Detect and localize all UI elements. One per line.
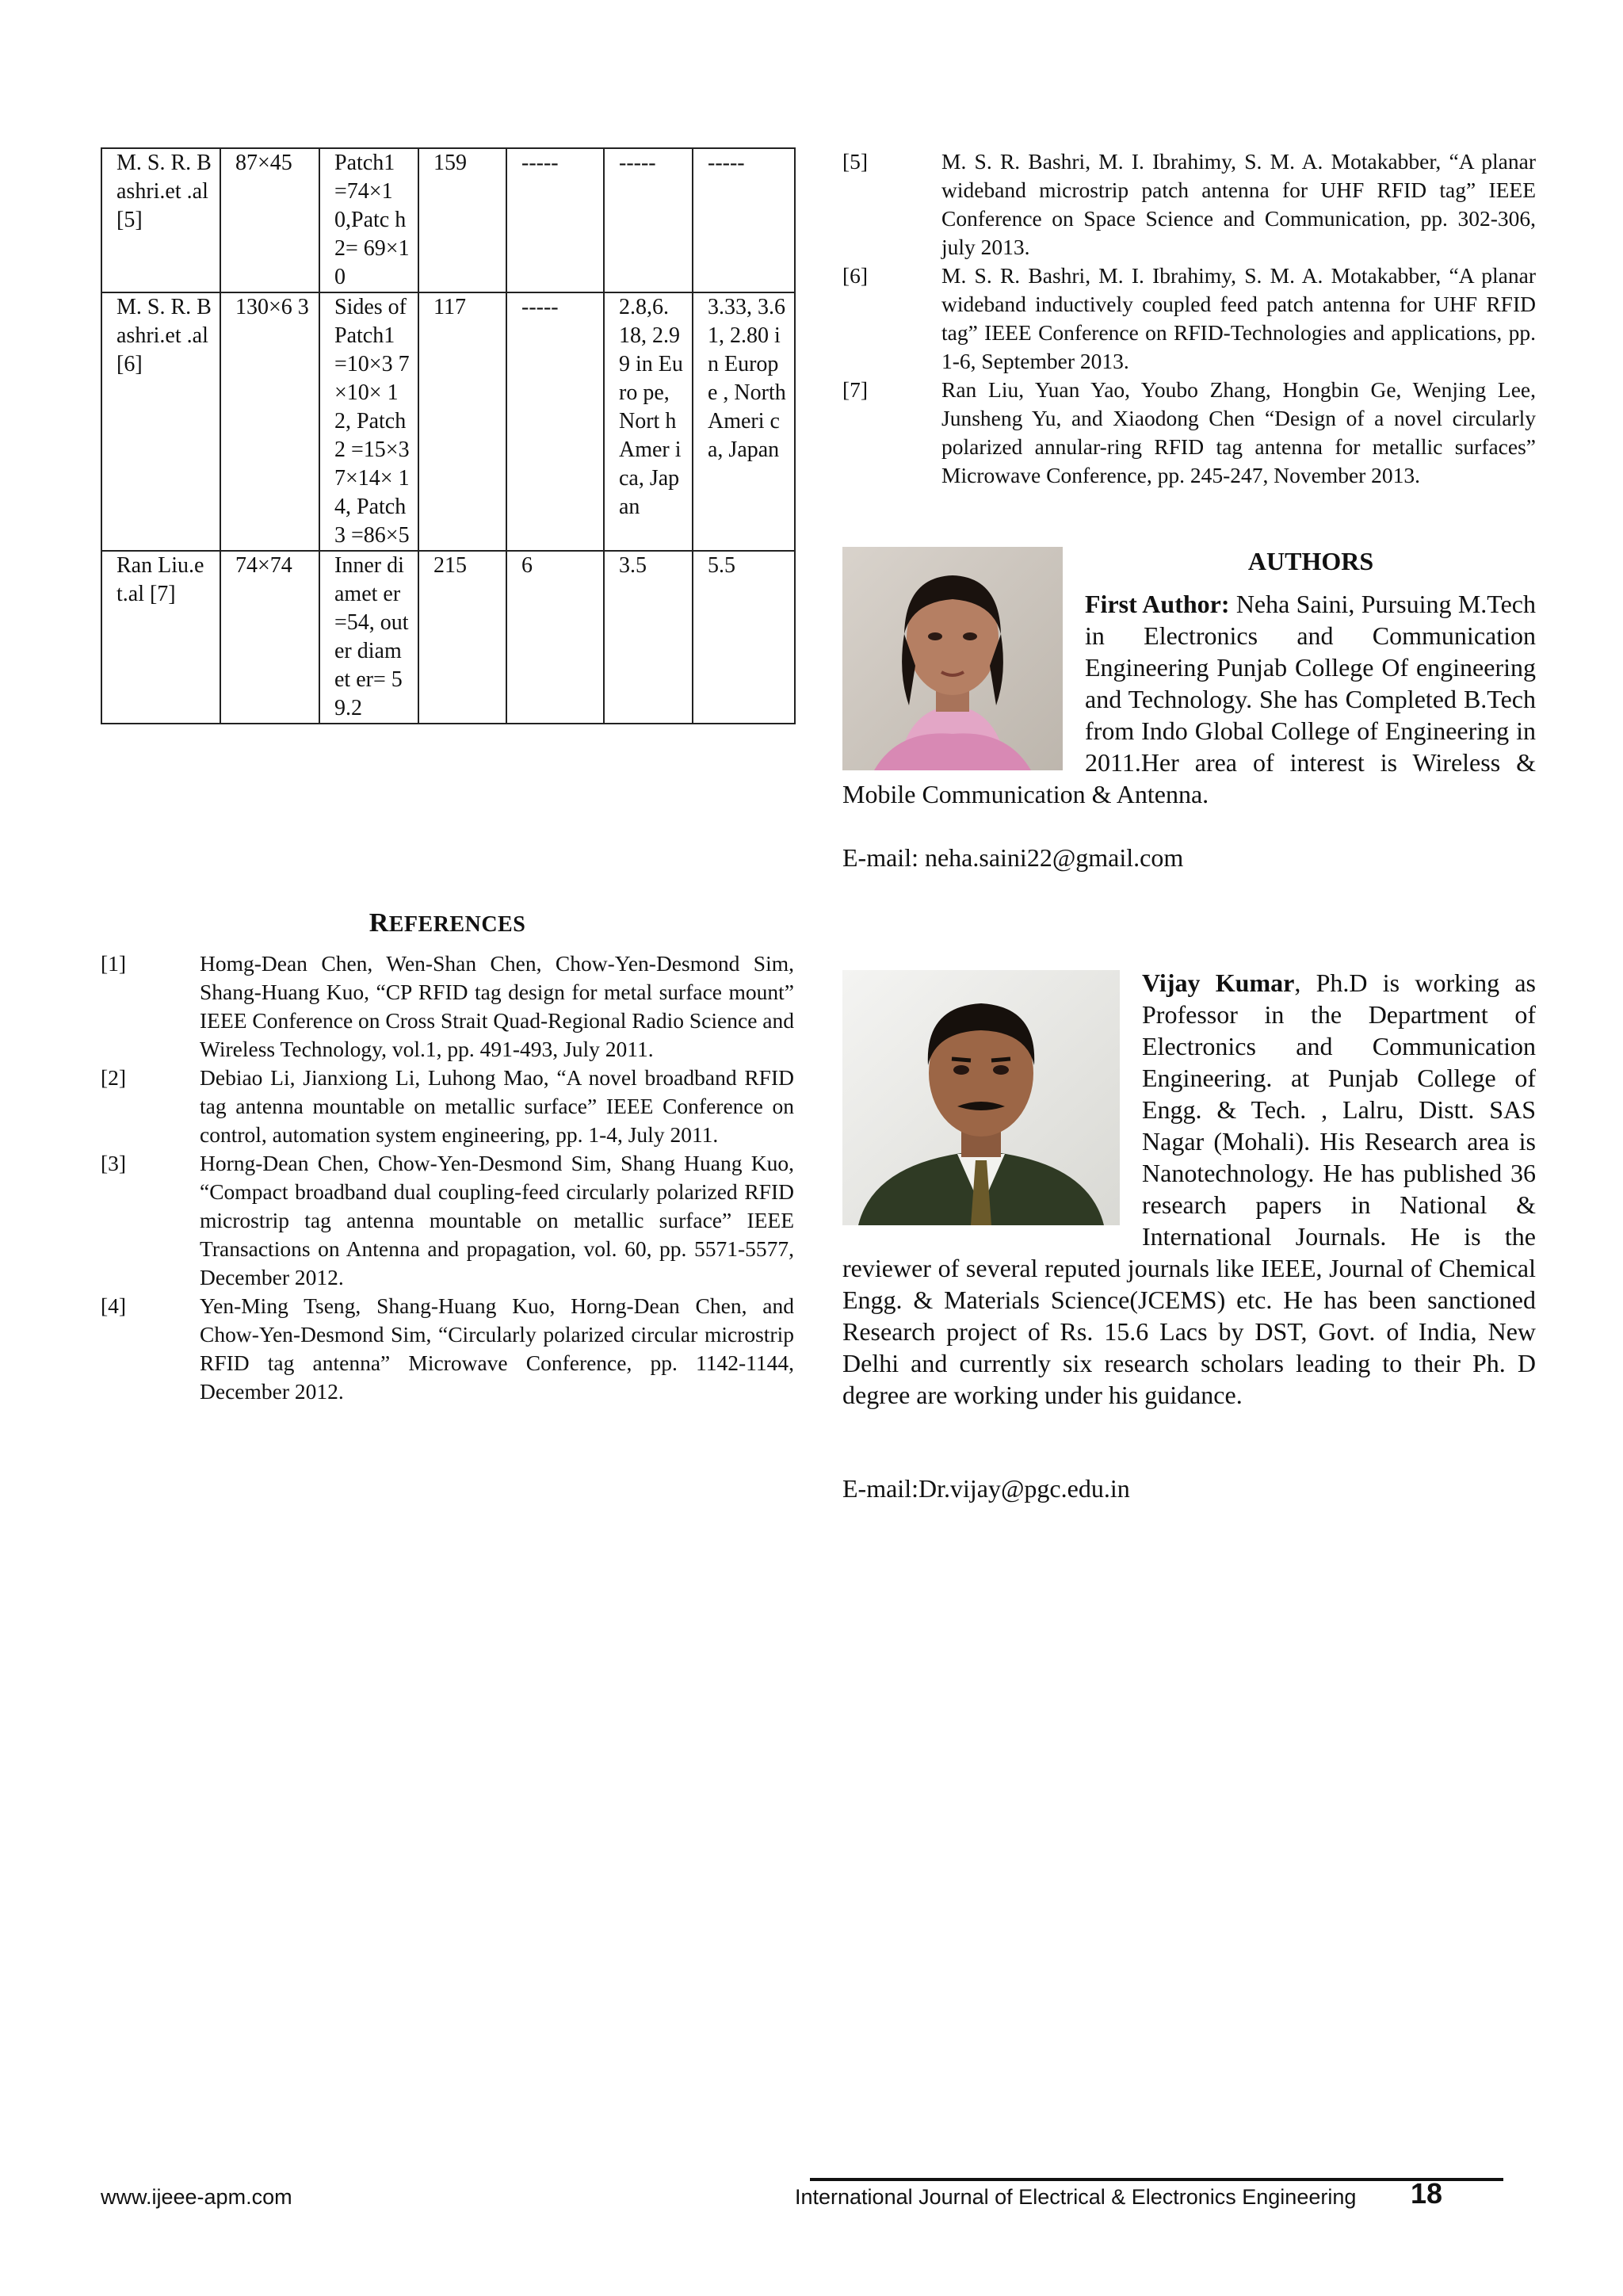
second-author-name: Vijay Kumar bbox=[1142, 968, 1295, 997]
reference-number: [7] bbox=[842, 377, 869, 402]
reference-list-right bbox=[842, 147, 1536, 490]
footer-journal-name: International Journal of Electrical & Electronics Engineering bbox=[795, 2185, 1357, 2209]
second-author-bio bbox=[842, 967, 1536, 1411]
table-cell: Inner diamet er=54, outer diamet er= 59.2 bbox=[319, 551, 418, 724]
table-row bbox=[101, 292, 795, 551]
first-author-label: First Author: bbox=[1085, 590, 1230, 618]
authors-heading: AUTHORS bbox=[1247, 547, 1374, 575]
table-cell: 74×74 bbox=[220, 551, 319, 724]
second-author-email: E-mail:Dr.vijay@pgc.edu.in bbox=[842, 1474, 1130, 1503]
table-cell: 87×45 bbox=[220, 148, 319, 292]
first-author-bio bbox=[842, 588, 1536, 810]
table-cell: Ran Liu.et.al [7] bbox=[101, 551, 220, 724]
reference-text: Ran Liu, Yuan Yao, Youbo Zhang, Hongbin Ge, Wenjing Lee, Junsheng Yu, and Xiaodong Chen “Design of a novel circularly polarized annular-ring RFID tag antenna for metallic surfaces” Microwave Conference, pp. 245-247, November 2013. bbox=[941, 377, 1536, 487]
second-author-bio-text: , Ph.D is working as Professor in the Department of Electronics and Communication Engineering. at Punjab College of Engg. & Tech. , Lalru, Distt. SAS Nagar (Mohali). His Research area is Nanotechnology. He has published 36 research papers in National & International Journals. He is the reviewer of several reputed journals like IEEE, Journal of Chemical Engg. & Materials Science(JCEMS) etc. He has been sanctioned Research project of Rs. 15.6 Lacs by DST, Govt. of India, New Delhi and currently six research scholars leading to their Ph. D degree are working under his guidance. bbox=[842, 968, 1537, 1409]
table-cell: ----- bbox=[506, 148, 604, 292]
table-cell: 215 bbox=[418, 551, 506, 724]
table-cell: ----- bbox=[506, 292, 604, 551]
first-author-email: E-mail: neha.saini22@gmail.com bbox=[842, 843, 1184, 872]
reference-item bbox=[842, 147, 1536, 262]
table-cell: 130×6 3 bbox=[220, 292, 319, 551]
reference-item bbox=[101, 949, 794, 1064]
table-cell: ----- bbox=[604, 148, 693, 292]
reference-number: [6] bbox=[842, 263, 869, 288]
reference-item bbox=[842, 376, 1536, 490]
footer-rule bbox=[810, 2178, 1503, 2181]
table-cell: 2.8,6. 18, 2.99 in Euro pe, Nort h Amer ica, Japan bbox=[604, 292, 693, 551]
reference-number: [2] bbox=[101, 1065, 127, 1090]
reference-number: [5] bbox=[842, 149, 869, 174]
table-cell: 6 bbox=[506, 551, 604, 724]
table-cell: ----- bbox=[693, 148, 795, 292]
table-cell: 159 bbox=[418, 148, 506, 292]
reference-text: Yen-Ming Tseng, Shang-Huang Kuo, Horng-Dean Chen, and Chow-Yen-Desmond Sim, “Circularly polarized circular microstrip RFID tag antenna” Microwave Conference, pp. 1142-1144, December 2012. bbox=[200, 1293, 794, 1404]
table-cell: M. S. R. Bashri.et .al [6] bbox=[101, 292, 220, 551]
table-cell: 5.5 bbox=[693, 551, 795, 724]
reference-number: [3] bbox=[101, 1151, 127, 1175]
second-author-photo bbox=[842, 970, 1120, 1225]
table-row bbox=[101, 551, 795, 724]
reference-item bbox=[101, 1064, 794, 1149]
footer-website: www.ijeee-apm.com bbox=[101, 2185, 292, 2209]
reference-item bbox=[101, 1149, 794, 1292]
table-row bbox=[101, 148, 795, 292]
reference-text: Debiao Li, Jianxiong Li, Luhong Mao, “A novel broadband RFID tag antenna mountable on metallic surface” IEEE Conference on control, automation system engineering, pp. 1-4, July 2011. bbox=[200, 1065, 794, 1147]
reference-text: Homg-Dean Chen, Wen-Shan Chen, Chow-Yen-Desmond Sim, Shang-Huang Kuo, “CP RFID tag design for metal surface mount” IEEE Conference on Cross Strait Quad-Regional Radio Science and Wireless Technology, vol.1, pp. 491-493, July 2011. bbox=[200, 951, 794, 1061]
first-author-photo bbox=[842, 547, 1063, 770]
table-cell: 117 bbox=[418, 292, 506, 551]
table-cell: Patch1 =74×1 0,Patc h2= 69×10 bbox=[319, 148, 418, 292]
first-author-bio-text: Neha Saini, Pursuing M.Tech in Electronics and Communication Engineering Punjab College Of engineering and Technology. She has Completed B.Tech from Indo Global College of Engineering in 2011.Her area of interest is Wireless & Mobile Communication & Antenna. bbox=[842, 590, 1537, 808]
page-number: 18 bbox=[1411, 2177, 1443, 2210]
table-cell: M. S. R. Bashri.et .al [5] bbox=[101, 148, 220, 292]
comparison-table bbox=[101, 147, 796, 724]
reference-number: [4] bbox=[101, 1293, 127, 1318]
references-heading: REFERENCES bbox=[369, 908, 526, 938]
reference-text: M. S. R. Bashri, M. I. Ibrahimy, S. M. A. Motakabber, “A planar wideband inductively coupled feed patch antenna for UHF RFID tag” IEEE Conference on RFID-Technologies and applications, pp. 1-6, September 2013. bbox=[941, 263, 1536, 373]
table-cell: Sides of Patch1 =10×3 7×10× 12, Patch2 =15×3 7×14× 14, Patch3 =86×5 bbox=[319, 292, 418, 551]
reference-item bbox=[101, 1292, 794, 1406]
table-cell: 3.33, 3.61, 2.80 in Europe , North Ameri ca, Japan bbox=[693, 292, 795, 551]
reference-number: [1] bbox=[101, 951, 127, 976]
reference-item bbox=[842, 262, 1536, 376]
reference-text: M. S. R. Bashri, M. I. Ibrahimy, S. M. A. Motakabber, “A planar wideband microstrip patch antenna for UHF RFID tag” IEEE Conference on Space Science and Communication, pp. 302-306, july 2013. bbox=[941, 149, 1536, 259]
table-cell: 3.5 bbox=[604, 551, 693, 724]
reference-list-left bbox=[101, 949, 794, 1406]
reference-text: Horng-Dean Chen, Chow-Yen-Desmond Sim, Shang Huang Kuo, “Compact broadband dual coupling-feed circularly polarized RFID microstrip tag antenna mountable on metallic surface” IEEE Transactions on Antenna and propagation, vol. 60, pp. 5571-5577, December 2012. bbox=[200, 1151, 794, 1289]
